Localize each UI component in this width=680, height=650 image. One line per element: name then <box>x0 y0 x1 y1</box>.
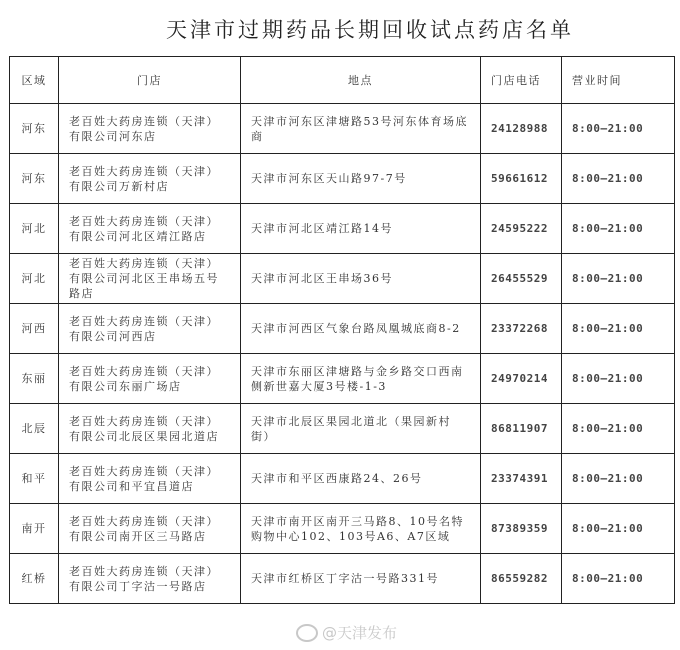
cell-store: 老百姓大药房连锁（天津）有限公司东丽广场店 <box>59 354 241 404</box>
cell-store: 老百姓大药房连锁（天津）有限公司和平宜昌道店 <box>59 454 241 504</box>
cell-address: 天津市河东区天山路97-7号 <box>241 154 481 204</box>
cell-address: 天津市和平区西康路24、26号 <box>241 454 481 504</box>
cell-address: 天津市河西区气象台路凤凰城底商8-2 <box>241 304 481 354</box>
cell-region: 南开 <box>10 504 59 554</box>
cell-hours: 8:00—21:00 <box>562 254 675 304</box>
cell-phone: 86559282 <box>481 554 562 604</box>
table-row <box>10 154 675 204</box>
cell-address: 天津市河北区王串场36号 <box>241 254 481 304</box>
table-row <box>10 304 675 354</box>
cell-phone: 24970214 <box>481 354 562 404</box>
cell-address: 天津市河东区津塘路53号河东体育场底商 <box>241 104 481 154</box>
table-header-row <box>10 57 675 104</box>
weibo-logo-icon <box>296 624 318 642</box>
cell-hours: 8:00—21:00 <box>562 554 675 604</box>
header-address: 地点 <box>241 57 481 104</box>
watermark <box>296 622 397 643</box>
cell-address: 天津市东丽区津塘路与金乡路交口西南侧新世嘉大厦3号楼-1-3 <box>241 354 481 404</box>
pharmacy-table <box>9 56 675 604</box>
header-region: 区域 <box>10 57 59 104</box>
cell-region: 河北 <box>10 204 59 254</box>
cell-phone: 87389359 <box>481 504 562 554</box>
table-row <box>10 254 675 304</box>
cell-hours: 8:00—21:00 <box>562 104 675 154</box>
cell-address: 天津市北辰区果园北道北（果园新村街） <box>241 404 481 454</box>
table-row <box>10 104 675 154</box>
cell-hours: 8:00—21:00 <box>562 404 675 454</box>
table-row <box>10 504 675 554</box>
cell-phone: 24595222 <box>481 204 562 254</box>
cell-phone: 23372268 <box>481 304 562 354</box>
cell-phone: 24128988 <box>481 104 562 154</box>
cell-hours: 8:00—21:00 <box>562 454 675 504</box>
cell-hours: 8:00—21:00 <box>562 304 675 354</box>
cell-region: 河北 <box>10 254 59 304</box>
cell-phone: 59661612 <box>481 154 562 204</box>
cell-store: 老百姓大药房连锁（天津）有限公司万新村店 <box>59 154 241 204</box>
cell-address: 天津市河北区靖江路14号 <box>241 204 481 254</box>
cell-region: 和平 <box>10 454 59 504</box>
cell-store: 老百姓大药房连锁（天津）有限公司南开区三马路店 <box>59 504 241 554</box>
header-phone: 门店电话 <box>481 57 562 104</box>
cell-store: 老百姓大药房连锁（天津）有限公司北辰区果园北道店 <box>59 404 241 454</box>
header-store: 门店 <box>59 57 241 104</box>
document-title: 天津市过期药品长期回收试点药店名单 <box>166 18 574 42</box>
table-row <box>10 354 675 404</box>
cell-address: 天津市红桥区丁字沽一号路331号 <box>241 554 481 604</box>
cell-hours: 8:00—21:00 <box>562 204 675 254</box>
cell-store: 老百姓大药房连锁（天津）有限公司丁字沽一号路店 <box>59 554 241 604</box>
table-row <box>10 554 675 604</box>
cell-region: 东丽 <box>10 354 59 404</box>
cell-store: 老百姓大药房连锁（天津）有限公司河西店 <box>59 304 241 354</box>
cell-region: 河东 <box>10 104 59 154</box>
cell-phone: 26455529 <box>481 254 562 304</box>
cell-store: 老百姓大药房连锁（天津）有限公司河北区靖江路店 <box>59 204 241 254</box>
cell-store: 老百姓大药房连锁（天津）有限公司河北区王串场五号路店 <box>59 254 241 304</box>
header-hours: 营业时间 <box>562 57 675 104</box>
cell-region: 河东 <box>10 154 59 204</box>
cell-address: 天津市南开区南开三马路8、10号名特购物中心102、103号A6、A7区域 <box>241 504 481 554</box>
cell-region: 河西 <box>10 304 59 354</box>
cell-region: 北辰 <box>10 404 59 454</box>
table-row <box>10 204 675 254</box>
cell-hours: 8:00—21:00 <box>562 354 675 404</box>
cell-region: 红桥 <box>10 554 59 604</box>
cell-hours: 8:00—21:00 <box>562 504 675 554</box>
table-row <box>10 404 675 454</box>
cell-hours: 8:00—21:00 <box>562 154 675 204</box>
table-row <box>10 454 675 504</box>
watermark-text: @天津发布 <box>322 624 398 642</box>
cell-phone: 23374391 <box>481 454 562 504</box>
cell-store: 老百姓大药房连锁（天津）有限公司河东店 <box>59 104 241 154</box>
cell-phone: 86811907 <box>481 404 562 454</box>
